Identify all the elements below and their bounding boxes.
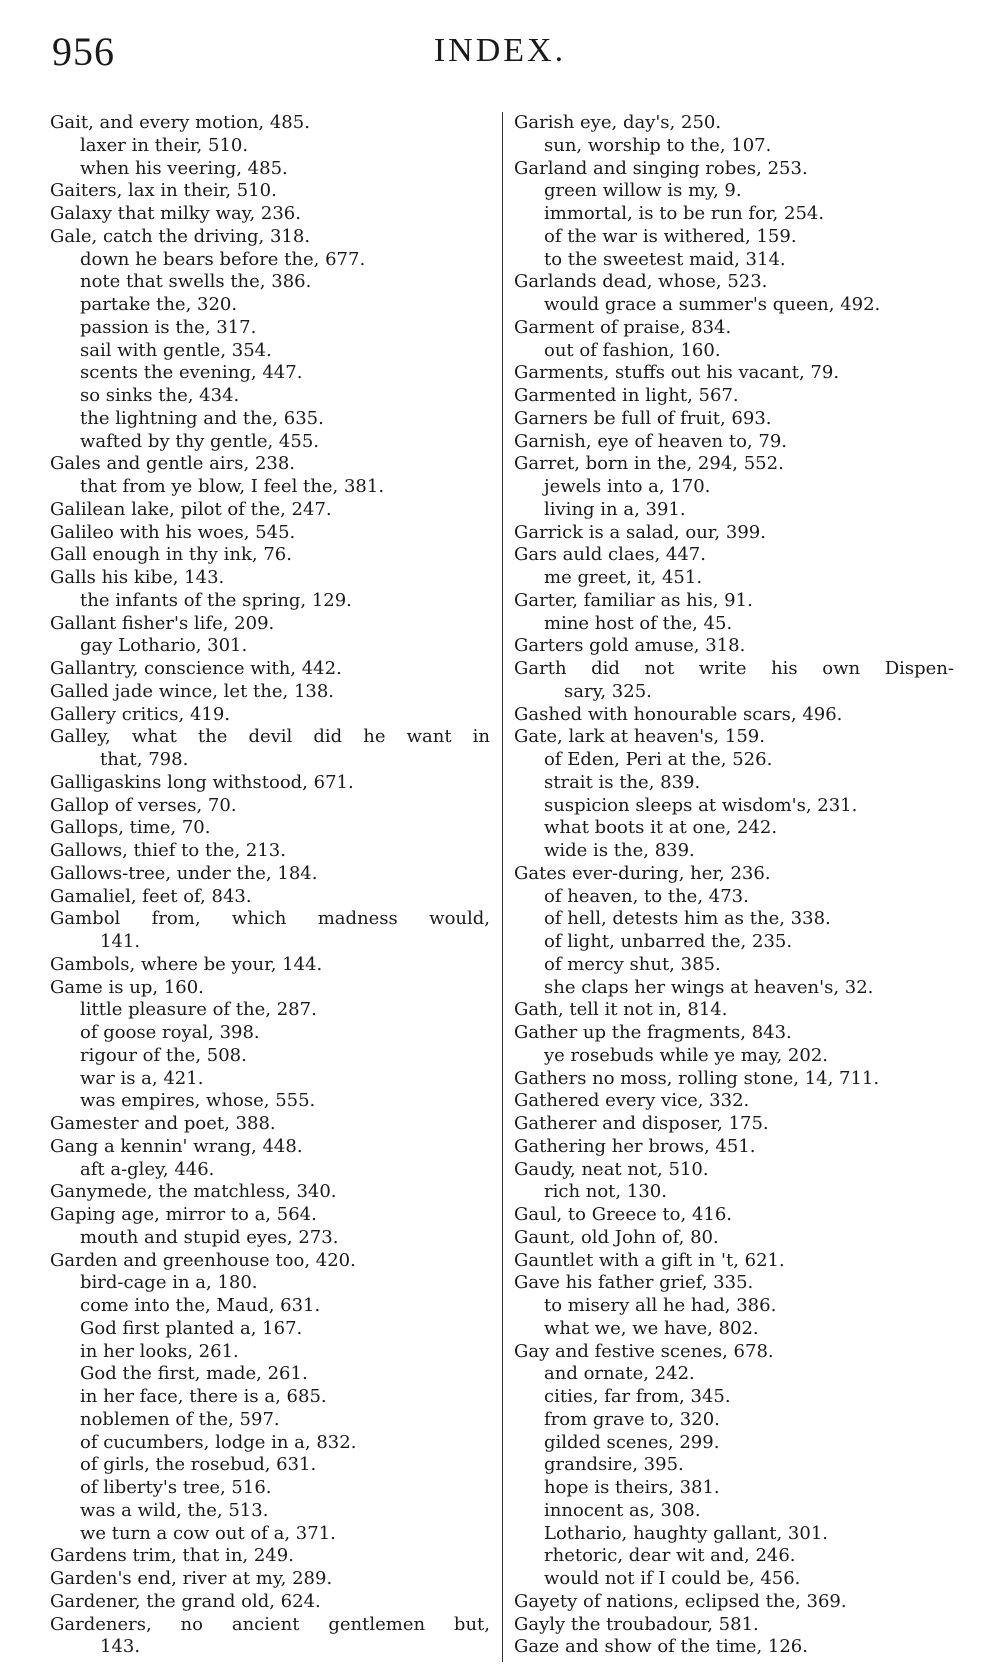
- index-heading: Gauntlet with a gift in 't, 621.: [514, 1249, 785, 1271]
- index-subentry: strait is the, 839.: [544, 771, 701, 793]
- index-heading: Gait, and every motion, 485.: [50, 112, 310, 133]
- index-heading: Galaxy that milky way, 236.: [50, 203, 301, 224]
- index-heading: Game is up, 160.: [50, 976, 204, 998]
- index-heading: Garners be full of fruit, 693.: [514, 407, 772, 429]
- index-subentry: from grave to, 320.: [544, 1408, 720, 1430]
- index-subentry: wide is the, 839.: [544, 840, 695, 861]
- index-subentry: of heaven, to the, 473.: [544, 885, 749, 907]
- index-heading: Gaudy, neat not, 510.: [514, 1158, 709, 1180]
- index-subentry: when his veering, 485.: [80, 157, 288, 179]
- index-heading: Galligaskins long withstood, 671.: [50, 771, 354, 793]
- index-subentry: aft a-gley, 446.: [80, 1158, 215, 1180]
- index-heading: Gallows-tree, under the, 184.: [50, 862, 318, 884]
- index-subentry: gilded scenes, 299.: [544, 1431, 720, 1453]
- index-subentry: of liberty's tree, 516.: [80, 1477, 272, 1498]
- index-subentry: suspicion sleeps at wisdom's, 231.: [544, 794, 858, 816]
- index-subentry: of Eden, Peri at the, 526.: [544, 749, 773, 770]
- index-heading: Garret, born in the, 294, 552.: [514, 453, 784, 475]
- index-subentry: what we, we have, 802.: [544, 1317, 759, 1339]
- index-heading: Gaze and show of the time, 126.: [514, 1636, 808, 1658]
- index-subentry: of hell, detests him as the, 338.: [544, 908, 831, 930]
- index-subentry: God first planted a, 167.: [80, 1317, 303, 1339]
- index-heading: Garth did not write his own Dispen-: [514, 658, 954, 679]
- index-heading: Gaul, to Greece to, 416.: [514, 1204, 733, 1225]
- index-heading: Garment of praise, 834.: [514, 316, 732, 338]
- index-heading: Gallows, thief to the, 213.: [50, 840, 286, 861]
- index-heading: Galileo with his woes, 545.: [50, 521, 296, 543]
- index-subentry: what boots it at one, 242.: [544, 817, 778, 839]
- index-subentry: of the war is withered, 159.: [544, 225, 797, 247]
- index-heading: Gayety of nations, eclipsed the, 369.: [514, 1590, 847, 1612]
- index-heading: Garlands dead, whose, 523.: [514, 271, 768, 293]
- index-heading: Garden's end, river at my, 289.: [50, 1568, 333, 1589]
- index-heading: Gale, catch the driving, 318.: [50, 225, 311, 247]
- index-subentry: note that swells the, 386.: [80, 271, 312, 293]
- index-subentry: we turn a cow out of a, 371.: [80, 1522, 336, 1544]
- page-number: 956: [52, 29, 115, 74]
- index-heading: Gambols, where be your, 144.: [50, 953, 323, 975]
- running-head: INDEX.: [433, 32, 567, 69]
- index-heading: Gath, tell it not in, 814.: [514, 999, 728, 1021]
- index-subentry: laxer in their, 510.: [80, 134, 249, 156]
- index-subentry: in her looks, 261.: [80, 1340, 239, 1362]
- index-subentry: immortal, is to be run for, 254.: [544, 203, 825, 224]
- index-subentry: of cucumbers, lodge in a, 832.: [80, 1431, 357, 1453]
- index-heading: Gatherer and disposer, 175.: [514, 1113, 769, 1134]
- index-heading: Gallant fisher's life, 209.: [50, 612, 275, 634]
- index-subentry: the infants of the spring, 129.: [80, 589, 352, 611]
- index-heading: Garnish, eye of heaven to, 79.: [514, 430, 788, 452]
- index-subentry: of light, unbarred the, 235.: [544, 931, 793, 952]
- index-subentry: jewels into a, 170.: [544, 476, 711, 497]
- index-subentry: God the first, made, 261.: [80, 1363, 308, 1385]
- index-heading: Galilean lake, pilot of the, 247.: [50, 498, 332, 520]
- index-subentry: and ornate, 242.: [544, 1363, 695, 1385]
- index-heading: Gaiters, lax in their, 510.: [50, 180, 277, 202]
- index-subentry: mine host of the, 45.: [544, 612, 733, 634]
- index-heading: Gather up the fragments, 843.: [514, 1022, 792, 1043]
- index-subentry: Lothario, haughty gallant, 301.: [544, 1522, 828, 1544]
- index-heading: Garland and singing robes, 253.: [514, 157, 808, 179]
- index-subentry: innocent as, 308.: [544, 1499, 701, 1521]
- index-column-right: [514, 112, 954, 1659]
- index-heading: Garish eye, day's, 250.: [514, 112, 722, 133]
- index-heading: Gave his father grief, 335.: [514, 1272, 754, 1294]
- index-heading: Gambol from, which madness would,: [50, 908, 490, 930]
- index-heading: Gallops, time, 70.: [50, 817, 211, 839]
- index-subentry: noblemen of the, 597.: [80, 1408, 280, 1430]
- index-subentry: would not if I could be, 456.: [544, 1568, 801, 1589]
- index-subentry: grandsire, 395.: [544, 1454, 684, 1476]
- index-heading: Galley, what the devil did he want in: [50, 726, 490, 748]
- index-heading: Gardeners, no ancient gentlemen but,: [50, 1613, 490, 1635]
- index-subentry: of goose royal, 398.: [80, 1022, 260, 1043]
- index-heading: Gathering her brows, 451.: [514, 1135, 756, 1157]
- index-subentry: little pleasure of the, 287.: [80, 999, 317, 1021]
- index-subentry: that from ye blow, I feel the, 381.: [80, 476, 385, 497]
- index-subentry: green willow is my, 9.: [544, 180, 742, 202]
- index-subentry: scents the evening, 447.: [80, 362, 303, 384]
- index-heading: Garter, familiar as his, 91.: [514, 589, 753, 611]
- index-heading: Garments, stuffs out his vacant, 79.: [514, 362, 840, 384]
- index-subentry: rich not, 130.: [544, 1181, 667, 1203]
- index-subentry: in her face, there is a, 685.: [80, 1386, 327, 1407]
- index-heading: Ganymede, the matchless, 340.: [50, 1181, 337, 1203]
- index-subentry: she claps her wings at heaven's, 32.: [544, 976, 874, 998]
- index-subentry: to misery all he had, 386.: [544, 1295, 777, 1316]
- index-subentry: mouth and stupid eyes, 273.: [80, 1226, 339, 1248]
- index-subentry: of mercy shut, 385.: [544, 953, 721, 975]
- index-heading: Gathered every vice, 332.: [514, 1090, 750, 1112]
- index-subentry: hope is theirs, 381.: [544, 1477, 720, 1498]
- index-heading: Garters gold amuse, 318.: [514, 635, 746, 657]
- index-heading: Garden and greenhouse too, 420.: [50, 1249, 356, 1271]
- index-heading: Galls his kibe, 143.: [50, 567, 225, 588]
- index-heading: Gang a kennin' wrang, 448.: [50, 1135, 303, 1157]
- index-heading: Gallop of verses, 70.: [50, 794, 237, 816]
- index-heading: Gamester and poet, 388.: [50, 1113, 276, 1134]
- column-divider: [502, 112, 503, 1662]
- index-subentry: ye rosebuds while ye may, 202.: [544, 1044, 829, 1066]
- index-heading: Gardener, the grand old, 624.: [50, 1590, 321, 1612]
- index-continuation: 141.: [100, 931, 141, 952]
- index-heading: Gallery critics, 419.: [50, 703, 231, 725]
- index-subentry: rigour of the, 508.: [80, 1044, 247, 1066]
- index-continuation: that, 798.: [100, 749, 189, 770]
- index-subentry: cities, far from, 345.: [544, 1386, 731, 1407]
- index-subentry: the lightning and the, 635.: [80, 407, 324, 429]
- index-subentry: living in a, 391.: [544, 498, 686, 520]
- index-heading: Gall enough in thy ink, 76.: [50, 544, 292, 566]
- index-subentry: rhetoric, dear wit and, 246.: [544, 1545, 796, 1567]
- index-heading: Gamaliel, feet of, 843.: [50, 885, 252, 907]
- index-heading: Garmented in light, 567.: [514, 385, 739, 406]
- index-subentry: wafted by thy gentle, 455.: [80, 430, 319, 452]
- index-heading: Gay and festive scenes, 678.: [514, 1340, 774, 1362]
- index-subentry: so sinks the, 434.: [80, 385, 240, 406]
- index-subentry: down he bears before the, 677.: [80, 248, 366, 270]
- index-subentry: sun, worship to the, 107.: [544, 134, 772, 156]
- index-subentry: was empires, whose, 555.: [80, 1090, 316, 1112]
- index-subentry: war is a, 421.: [80, 1067, 204, 1089]
- index-subentry: bird-cage in a, 180.: [80, 1272, 258, 1294]
- index-subentry: was a wild, the, 513.: [80, 1499, 269, 1521]
- index-heading: Gaping age, mirror to a, 564.: [50, 1204, 317, 1225]
- index-column-left: [50, 112, 490, 1659]
- index-heading: Gales and gentle airs, 238.: [50, 453, 296, 475]
- index-subentry: partake the, 320.: [80, 294, 238, 315]
- index-subentry: sail with gentle, 354.: [80, 339, 272, 361]
- index-heading: Galled jade wince, let the, 138.: [50, 680, 335, 702]
- index-heading: Gathers no moss, rolling stone, 14, 711.: [514, 1067, 880, 1089]
- index-subentry: passion is the, 317.: [80, 316, 257, 338]
- index-heading: Gayly the troubadour, 581.: [514, 1613, 759, 1635]
- index-heading: Gates ever-during, her, 236.: [514, 862, 771, 884]
- index-heading: Gashed with honourable scars, 496.: [514, 703, 843, 725]
- index-subentry: me greet, it, 451.: [544, 567, 703, 588]
- index-subentry: would grace a summer's queen, 492.: [544, 294, 881, 315]
- index-continuation: sary, 325.: [564, 680, 652, 702]
- index-continuation: 143.: [100, 1636, 141, 1658]
- index-heading: Gardens trim, that in, 249.: [50, 1545, 294, 1567]
- index-subentry: come into the, Maud, 631.: [80, 1295, 321, 1316]
- index-heading: Garrick is a salad, our, 399.: [514, 521, 766, 543]
- index-heading: Gars auld claes, 447.: [514, 544, 706, 566]
- index-heading: Gallantry, conscience with, 442.: [50, 658, 342, 679]
- index-subentry: gay Lothario, 301.: [80, 635, 248, 657]
- index-subentry: out of fashion, 160.: [544, 339, 721, 361]
- index-subentry: to the sweetest maid, 314.: [544, 248, 786, 270]
- index-heading: Gate, lark at heaven's, 159.: [514, 726, 765, 748]
- index-heading: Gaunt, old John of, 80.: [514, 1226, 719, 1248]
- index-subentry: of girls, the rosebud, 631.: [80, 1454, 317, 1476]
